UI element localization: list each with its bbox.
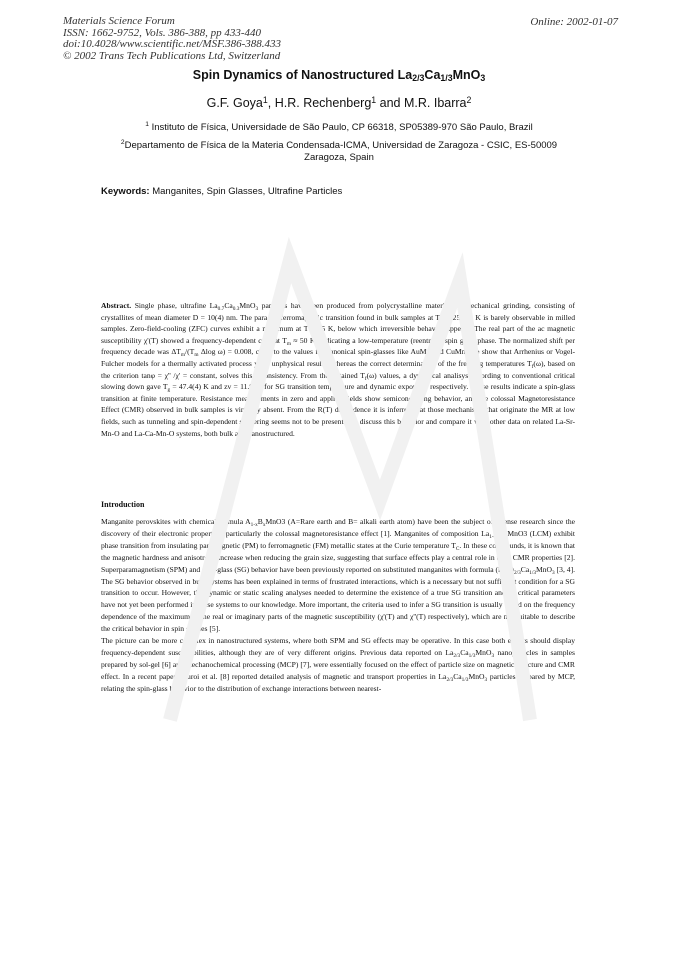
keywords-line: Keywords: Manganites, Spin Glasses, Ultrafine Particles	[101, 186, 343, 197]
online-date: Online: 2002-01-07	[530, 16, 618, 28]
journal-header	[63, 16, 281, 62]
paper-title: Spin Dynamics of Nanostructured $La_{2/3}Ca_{1/3}MnO_3$	[192, 68, 486, 83]
copyright-line: © 2002 Trans Tech Publications Ltd, Switzerland	[63, 49, 281, 62]
intro-paragraph-1: Manganite perovskites with chemical formula $A_{1-x}B_xMnO3$ (A=Rare earth and B= alkali earth atom) have been the subject of intense research since the discovery of their electronic properties, particularly the colossal magnetoresistance effect [1]. Manganites of composition $La_{1-x}Ca_xMnO3$ (LCM) exhibit phase transition from insulating paramagnetic (PM) to ferromagnetic (FM) metallic states at the Curie temperature $T_C$. In these compounds, it is known that the magnetic hardness and anisotropy increase when reducing the grain size, suggesting that surface effects play a central role in their CMR properties [2]. Superparamagnetism (SPM) and spin-glass (SG) behavior have been previously reported on substituted manganites with formula $(R,R')_{2/3}Ca_{1/3}MnO_3$ [3, 4]. The SG behavior observed in bulk systems has been explained in terms of frustrated interactions, which is a necessary but not sufficient condition for a SG transition to occur. However, the dynamic or static scaling analyses needed to determine the existence of a true SG transition and its critical parameters have not yet been performed in these systems to our knowledge. More important, the criteria used to infer a SG transition is usually based on the frequency dependence of the maximum of the real or imaginary parts of the magnetic susceptibility (χ'(T) and χ''(T) respectively), which are not suitable to describe the critical behavior in spin glasses [5].	[101, 517, 575, 634]
author-list: G.F. Goya$^1$, H.R. Rechenberg$^1$ and M.R. Ibarra$^2$	[206, 95, 472, 110]
intro-paragraph-2: The picture can be more complex in nanostructured systems, where both SPM and SG effects may be operative. In this case both effects should display frequency-dependent susceptibilities, although they are of very different origins. Previous data reported on $La_{2/3}Ca_{1/3}MnO_3$ nanoparticles in samples prepared by sol-gel [6] and mechanochemical processing (MCP) [7], were essentially focused on the effect of particle size on magnetic structure and CMR effect. In a recent paper, Muroi et al. [8] reported detailed analysis of magnetic and transport properties in $La_{2/3}Ca_{1/3}MnO_3$ particles prepared by MCP, relating the spin-glass behavior to the distribution of exchange interactions between nearest-	[101, 636, 575, 693]
affiliation-2: $^2$Departamento de Física de la Materia Condensada-ICMA, Universidad de Zaragoza - CSIC, ES-50009 Zaragoza, Spain	[120, 139, 558, 163]
journal-name: Materials Science Forum	[63, 15, 175, 27]
introduction-heading: Introduction	[101, 500, 145, 509]
introduction-body	[101, 516, 575, 695]
doi-line: doi:10.4028/www.scientific.net/MSF.386-388.433	[63, 38, 282, 50]
issn-line: ISSN: 1662-9752, Vols. 386-388, pp 433-440	[63, 26, 261, 39]
affiliation-1: $^1$ Instituto de Física, Universidade de São Paulo, CP 66318, SP05389-970 São Paulo, Brazil	[145, 121, 533, 133]
abstract-paragraph: Abstract. Single phase, ultrafine $La_{0.7}Ca_{0.3}MnO_3$ particles have been produced from polycrystalline material by mechanical grinding, consisting of crystallites of mean diameter D = 10(4) nm. The para- to ferromagnetic transition found in bulk samples at $T_C = 254(2)$ K is barely observable in milled samples. Zero-field-cooling (ZFC) curves exhibit a maximum at T ≈ 45 K, below which irreversible behavior appears. The real part of the ac magnetic susceptibility χ'(T) showed a frequency-dependent cusp at $T_m \approx 50$ K, indicating a low-temperature (reentrant) spin glass phase. The normalized shift per frequency decade was $\Delta T_m/(T_m$ Δlog ω) = 0.008, close to the values for canonical spin-glasses like AuMn and CuMn. We show that Arrhenius or Vogel-Fulcher models for a thermally activated process yield unphysical results, whereas the correct determination of the freezing temperatures $T_f(\omega)$, based on the criterion tanφ = χ'' /χ' = constant, solves this inconsistency. From the obtained $T_f(\omega)$ values, a dynamical analisys according to conventional critical slowing down gave $T_g = 47.4(4)$ K and zv = 11.8(2) for SG transition temperature and dynamic exponent, respectively. These results indicate a spin-glass transition at finite temperature. Resistance measurements in zero and applied fields show semiconducting behavior, and the colossal Magnetoresistance Effect (CMR) observed in bulk samples is virtually absent. From the R(T) dependence it is inferred that those mechanisms that originate the MR at low fields, such as tunneling and spin-dependent scattering seems not to be present. We discuss this behavior and compare it with other data on related La-Sr-Mn-O and La-Ca-Mn-O systems, both bulk and nanostructured.	[101, 301, 576, 438]
